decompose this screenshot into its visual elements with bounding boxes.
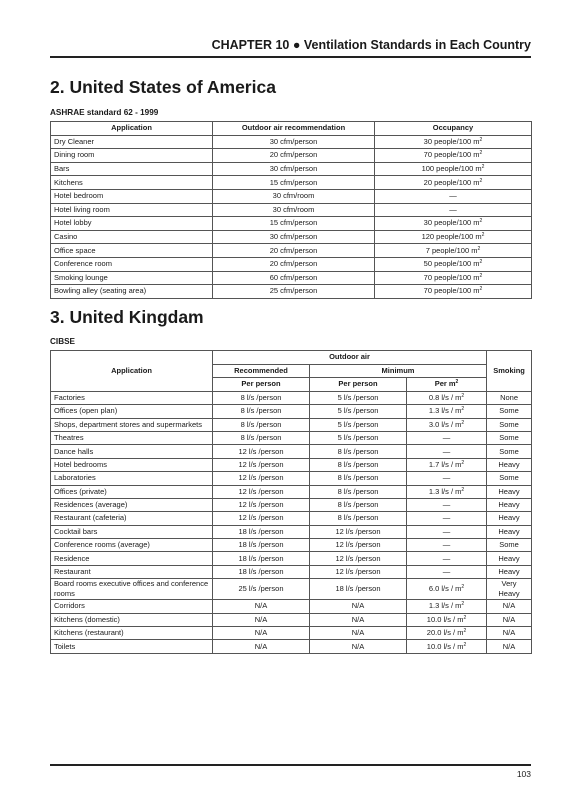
recommended-per-person-cell: 8 l/s /person	[213, 431, 310, 444]
recommended-per-person-cell: 8 l/s /person	[213, 418, 310, 431]
table-row	[51, 498, 532, 511]
minimum-per-person-cell: 18 l/s /person	[310, 579, 407, 600]
smoking-cell: Heavy	[487, 525, 532, 538]
application-cell: Hotel bedroom	[51, 189, 213, 203]
minimum-per-person-cell: 8 l/s /person	[310, 485, 407, 498]
uk-col-application: Application	[51, 351, 213, 392]
application-cell: Office space	[51, 244, 213, 258]
recommended-per-person-cell: N/A	[213, 627, 310, 640]
recommended-per-person-cell: 8 l/s /person	[213, 391, 310, 404]
recommended-per-person-cell: 18 l/s /person	[213, 565, 310, 578]
minimum-per-m2-cell: —	[407, 525, 487, 538]
table-row	[51, 405, 532, 418]
minimum-per-person-cell: 8 l/s /person	[310, 512, 407, 525]
minimum-per-m2-cell: 6.0 $l/s / m^2$	[407, 579, 487, 600]
occupancy-cell: 120 people/100 $m^2$	[375, 230, 532, 244]
application-cell: Residence	[51, 552, 213, 565]
minimum-per-person-cell: 12 l/s /person	[310, 539, 407, 552]
application-cell: Kitchens (restaurant)	[51, 627, 213, 640]
table-row	[51, 391, 532, 404]
table-row	[51, 613, 532, 626]
minimum-per-m2-cell: 1.3 $l/s / m^2$	[407, 600, 487, 613]
table-row	[51, 230, 532, 244]
application-cell: Dry Cleaner	[51, 135, 213, 149]
table-row	[51, 627, 532, 640]
table-row	[51, 176, 532, 190]
application-cell: Residences (average)	[51, 498, 213, 511]
application-cell: Toilets	[51, 640, 213, 653]
smoking-cell: Heavy	[487, 512, 532, 525]
occupancy-cell: —	[375, 203, 532, 217]
smoking-cell: Some	[487, 472, 532, 485]
minimum-per-person-cell: 8 l/s /person	[310, 458, 407, 471]
smoking-cell: None	[487, 391, 532, 404]
table-row	[51, 418, 532, 431]
minimum-per-m2-cell: 1.3 $l/s / m^2$	[407, 405, 487, 418]
smoking-cell: N/A	[487, 640, 532, 653]
application-cell: Casino	[51, 230, 213, 244]
uk-standard-label: CIBSE	[50, 337, 76, 346]
minimum-per-m2-cell: 0.8 $l/s / m^2$	[407, 391, 487, 404]
table-row	[51, 244, 532, 258]
table-row	[51, 135, 532, 149]
uk-col-minimum-per-m2: Per $m^2$	[407, 378, 487, 392]
minimum-per-m2-cell: —	[407, 512, 487, 525]
minimum-per-m2-cell: —	[407, 565, 487, 578]
occupancy-cell: 30 people/100 $m^2$	[375, 217, 532, 231]
recommended-per-person-cell: 12 l/s /person	[213, 485, 310, 498]
smoking-cell: N/A	[487, 600, 532, 613]
application-cell: Corridors	[51, 600, 213, 613]
application-cell: Kitchens (domestic)	[51, 613, 213, 626]
minimum-per-m2-cell: —	[407, 445, 487, 458]
minimum-per-person-cell: 12 l/s /person	[310, 565, 407, 578]
recommended-per-person-cell: 12 l/s /person	[213, 512, 310, 525]
application-cell: Cocktail bars	[51, 525, 213, 538]
table-row	[51, 203, 532, 217]
minimum-per-person-cell: 12 l/s /person	[310, 525, 407, 538]
application-cell: Conference room	[51, 257, 213, 271]
application-cell: Conference rooms (average)	[51, 539, 213, 552]
table-row	[51, 525, 532, 538]
application-cell: Offices (open plan)	[51, 405, 213, 418]
smoking-cell: Some	[487, 445, 532, 458]
uk-ventilation-table	[50, 350, 532, 654]
usa-col-occupancy: Occupancy	[375, 122, 532, 136]
recommended-per-person-cell: 12 l/s /person	[213, 498, 310, 511]
minimum-per-person-cell: 5 l/s /person	[310, 431, 407, 444]
minimum-per-person-cell: 8 l/s /person	[310, 472, 407, 485]
minimum-per-person-cell: 8 l/s /person	[310, 498, 407, 511]
usa-standard-label: ASHRAE standard 62 - 1999	[50, 108, 159, 117]
minimum-per-person-cell: N/A	[310, 613, 407, 626]
minimum-per-person-cell: 8 l/s /person	[310, 445, 407, 458]
outdoor-air-cell: 60 cfm/person	[213, 271, 375, 285]
application-cell: Restaurant (cafeteria)	[51, 512, 213, 525]
usa-ventilation-table	[50, 121, 532, 299]
application-cell: Bars	[51, 162, 213, 176]
application-cell: Board rooms executive offices and conference rooms	[51, 579, 213, 600]
table-row	[51, 217, 532, 231]
recommended-per-person-cell: 12 l/s /person	[213, 472, 310, 485]
uk-col-recommended-per-person: Per person	[213, 378, 310, 392]
outdoor-air-cell: 15 cfm/person	[213, 217, 375, 231]
uk-col-minimum: Minimum	[310, 364, 487, 378]
application-cell: Restaurant	[51, 565, 213, 578]
application-cell: Factories	[51, 391, 213, 404]
smoking-cell: Some	[487, 418, 532, 431]
minimum-per-person-cell: N/A	[310, 640, 407, 653]
application-cell: Shops, department stores and supermarkets	[51, 418, 213, 431]
occupancy-cell: —	[375, 189, 532, 203]
outdoor-air-cell: 30 cfm/person	[213, 162, 375, 176]
application-cell: Hotel lobby	[51, 217, 213, 231]
uk-col-outdoor-air: Outdoor air	[213, 351, 487, 365]
smoking-cell: Heavy	[487, 565, 532, 578]
application-cell: Bowling alley (seating area)	[51, 285, 213, 299]
smoking-cell: N/A	[487, 613, 532, 626]
recommended-per-person-cell: 8 l/s /person	[213, 405, 310, 418]
outdoor-air-cell: 30 cfm/person	[213, 135, 375, 149]
outdoor-air-cell: 20 cfm/person	[213, 244, 375, 258]
minimum-per-person-cell: 12 l/s /person	[310, 552, 407, 565]
table-row	[51, 552, 532, 565]
application-cell: Theatres	[51, 431, 213, 444]
minimum-per-m2-cell: 1.3 $l/s / m^2$	[407, 485, 487, 498]
minimum-per-m2-cell: —	[407, 539, 487, 552]
recommended-per-person-cell: 18 l/s /person	[213, 552, 310, 565]
occupancy-cell: 70 people/100 $m^2$	[375, 285, 532, 299]
recommended-per-person-cell: 18 l/s /person	[213, 539, 310, 552]
recommended-per-person-cell: N/A	[213, 613, 310, 626]
occupancy-cell: 7 people/100 $m^2$	[375, 244, 532, 258]
chapter-header: CHAPTER 10 ● Ventilation Standards in Each Country	[211, 38, 531, 52]
minimum-per-person-cell: N/A	[310, 600, 407, 613]
table-row	[51, 189, 532, 203]
table-row	[51, 512, 532, 525]
outdoor-air-cell: 25 cfm/person	[213, 285, 375, 299]
smoking-cell: Heavy	[487, 552, 532, 565]
occupancy-cell: 20 people/100 $m^2$	[375, 176, 532, 190]
smoking-cell: N/A	[487, 627, 532, 640]
application-cell: Hotel living room	[51, 203, 213, 217]
smoking-cell: Heavy	[487, 498, 532, 511]
minimum-per-person-cell: 5 l/s /person	[310, 405, 407, 418]
table-row	[51, 285, 532, 299]
usa-col-application: Application	[51, 122, 213, 136]
minimum-per-m2-cell: —	[407, 498, 487, 511]
minimum-per-person-cell: 5 l/s /person	[310, 391, 407, 404]
smoking-cell: Heavy	[487, 458, 532, 471]
occupancy-cell: 100 people/100 $m^2$	[375, 162, 532, 176]
table-row	[51, 257, 532, 271]
outdoor-air-cell: 20 cfm/person	[213, 149, 375, 163]
recommended-per-person-cell: 12 l/s /person	[213, 445, 310, 458]
table-row	[51, 539, 532, 552]
minimum-per-m2-cell: —	[407, 431, 487, 444]
outdoor-air-cell: 30 cfm/room	[213, 189, 375, 203]
minimum-per-m2-cell: 1.7 $l/s / m^2$	[407, 458, 487, 471]
recommended-per-person-cell: N/A	[213, 600, 310, 613]
application-cell: Hotel bedrooms	[51, 458, 213, 471]
application-cell: Kitchens	[51, 176, 213, 190]
outdoor-air-cell: 30 cfm/person	[213, 230, 375, 244]
header-divider	[50, 56, 531, 58]
uk-header-row-1	[51, 351, 532, 365]
table-row	[51, 431, 532, 444]
table-row	[51, 640, 532, 653]
minimum-per-m2-cell: 10.0 $l/s / m^2$	[407, 640, 487, 653]
minimum-per-m2-cell: 20.0 $l/s / m^2$	[407, 627, 487, 640]
table-row	[51, 271, 532, 285]
occupancy-cell: 30 people/100 $m^2$	[375, 135, 532, 149]
minimum-per-m2-cell: 3.0 $l/s / m^2$	[407, 418, 487, 431]
outdoor-air-cell: 15 cfm/person	[213, 176, 375, 190]
recommended-per-person-cell: N/A	[213, 640, 310, 653]
table-row	[51, 162, 532, 176]
occupancy-cell: 70 people/100 $m^2$	[375, 149, 532, 163]
application-cell: Offices (private)	[51, 485, 213, 498]
footer-divider	[50, 764, 531, 766]
uk-col-recommended: Recommended	[213, 364, 310, 378]
application-cell: Laboratories	[51, 472, 213, 485]
minimum-per-m2-cell: —	[407, 472, 487, 485]
smoking-cell: Heavy	[487, 485, 532, 498]
outdoor-air-cell: 30 cfm/room	[213, 203, 375, 217]
minimum-per-m2-cell: —	[407, 552, 487, 565]
application-cell: Dance halls	[51, 445, 213, 458]
smoking-cell: Some	[487, 431, 532, 444]
outdoor-air-cell: 20 cfm/person	[213, 257, 375, 271]
smoking-cell: Very Heavy	[487, 579, 532, 600]
minimum-per-person-cell: 5 l/s /person	[310, 418, 407, 431]
uk-col-smoking: Smoking	[487, 351, 532, 392]
table-row	[51, 458, 532, 471]
recommended-per-person-cell: 25 l/s /person	[213, 579, 310, 600]
uk-col-minimum-per-person: Per person	[310, 378, 407, 392]
usa-section-title: 2. United States of America	[50, 77, 276, 97]
smoking-cell: Some	[487, 405, 532, 418]
smoking-cell: Some	[487, 539, 532, 552]
recommended-per-person-cell: 12 l/s /person	[213, 458, 310, 471]
usa-col-outdoor-air: Outdoor air recommendation	[213, 122, 375, 136]
uk-section-title: 3. United Kingdam	[50, 307, 204, 327]
table-row	[51, 600, 532, 613]
application-cell: Dining room	[51, 149, 213, 163]
table-row	[51, 472, 532, 485]
table-row	[51, 579, 532, 600]
occupancy-cell: 50 people/100 $m^2$	[375, 257, 532, 271]
occupancy-cell: 70 people/100 $m^2$	[375, 271, 532, 285]
minimum-per-m2-cell: 10.0 $l/s / m^2$	[407, 613, 487, 626]
table-row	[51, 445, 532, 458]
application-cell: Smoking lounge	[51, 271, 213, 285]
table-row	[51, 149, 532, 163]
table-row	[51, 565, 532, 578]
minimum-per-person-cell: N/A	[310, 627, 407, 640]
recommended-per-person-cell: 18 l/s /person	[213, 525, 310, 538]
usa-table-header-row	[51, 122, 532, 136]
page-number: 103	[516, 769, 531, 779]
table-row	[51, 485, 532, 498]
